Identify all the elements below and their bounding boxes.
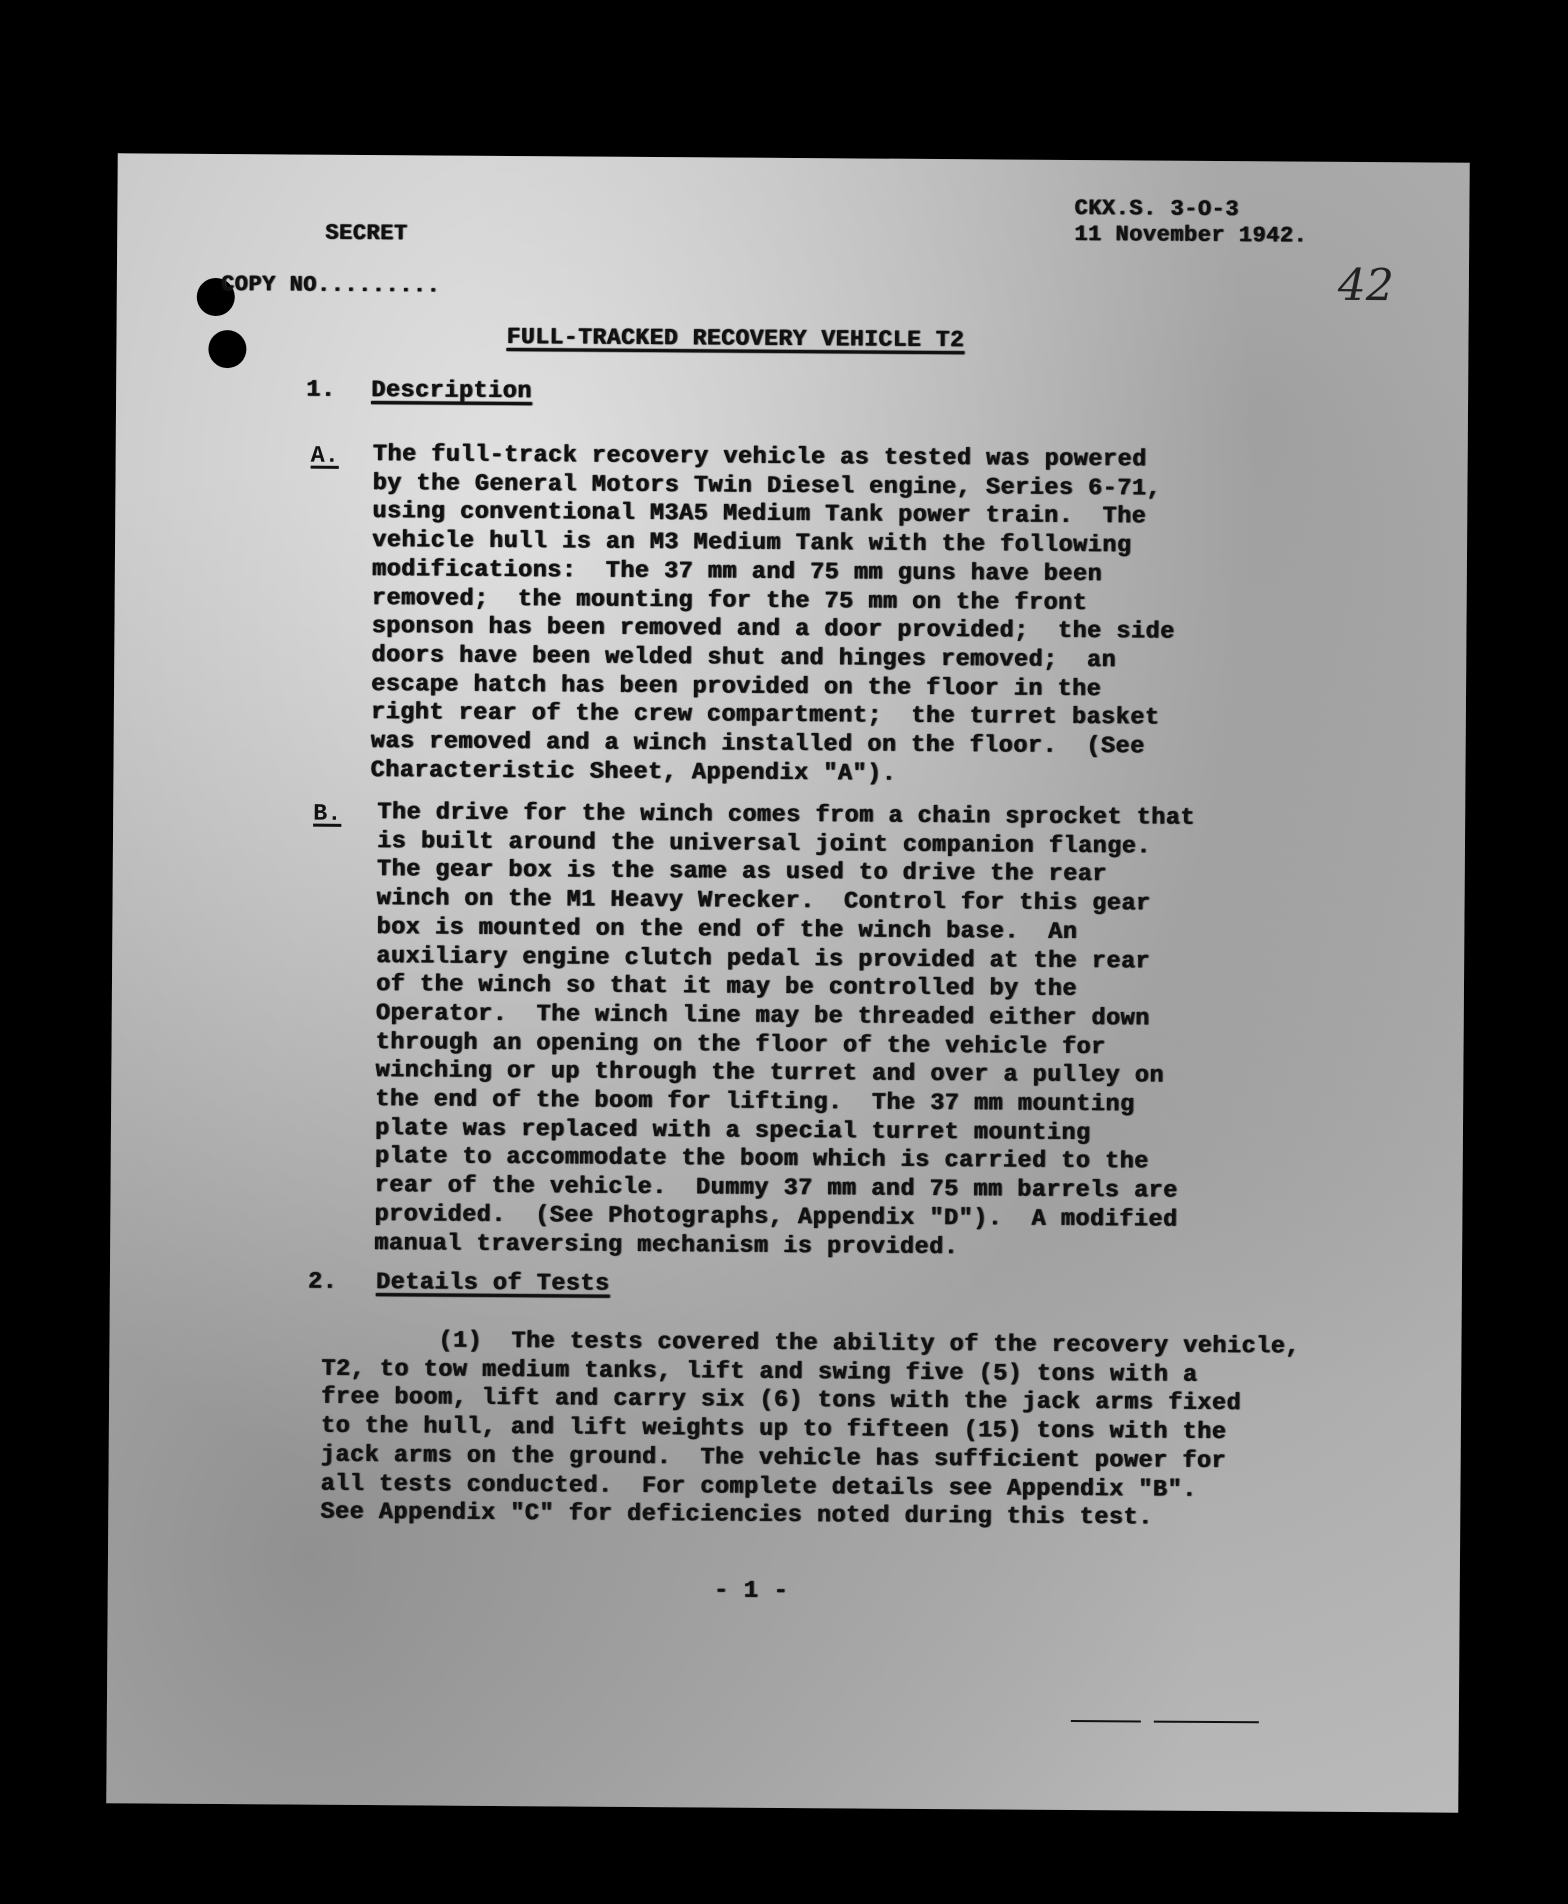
section-2-line: T2, to tow medium tanks, lift and swing five (5) tons with a	[321, 1355, 1198, 1389]
page-number: - 1 -	[713, 1577, 789, 1606]
section-2-line: See Appendix "C" for deficiencies noted during this test.	[320, 1498, 1153, 1532]
paragraph-b-line: winch on the M1 Heavy Wrecker. Control for this gear	[376, 885, 1151, 918]
paragraph-a-line: The full-track recovery vehicle as tested was powered	[372, 441, 1147, 474]
section-2-number: 2.	[307, 1268, 338, 1296]
signature-line-right	[1154, 1721, 1259, 1724]
paragraph-b-line: rear of the vehicle. Dummy 37 mm and 75 mm barrels are	[374, 1172, 1178, 1205]
section-2-body	[320, 1327, 1300, 1535]
paragraph-b-line: is built around the universal joint companion flange.	[376, 827, 1151, 861]
paragraph-a-line: was removed and a winch installed on the floor. (See	[370, 728, 1145, 761]
paragraph-b-line: through an opening on the floor of the vehicle for	[375, 1028, 1106, 1061]
paragraph-b-line: Operator. The winch line may be threaded either down	[375, 1000, 1150, 1033]
section-2-line: to the hull, and lift weights up to fifteen (15) tons with the	[320, 1412, 1227, 1447]
classification-label: SECRET	[325, 220, 408, 247]
paragraph-b-label: B.	[313, 800, 342, 828]
reference-number: CKX.S. 3-O-3	[1074, 195, 1239, 223]
section-2-line: jack arms on the ground. The vehicle has sufficient power for	[320, 1441, 1227, 1475]
paragraph-b-line: manual traversing mechanism is provided.	[374, 1229, 959, 1261]
paragraph-b-line: box is mounted on the end of the winch base. An	[376, 913, 1078, 946]
paragraph-b-line: the end of the boom for lifting. The 37 mm mounting	[375, 1086, 1135, 1119]
paragraph-b-line: provided. (See Photographs, Appendix "D"). A modified	[374, 1200, 1178, 1234]
section-1-heading: Description	[371, 377, 532, 406]
section-2-line: (1) The tests covered the ability of the recovery vehicle,	[321, 1326, 1300, 1361]
punch-hole-bottom	[208, 330, 246, 368]
section-2-line: all tests conducted. For complete details see Appendix "B".	[320, 1470, 1197, 1504]
handwritten-page-number: 42	[1337, 259, 1395, 312]
paragraph-a-line: by the General Motors Twin Diesel engine, Series 6-71,	[372, 469, 1162, 503]
paragraph-b-line: plate to accommodate the boom which is carried to the	[374, 1143, 1149, 1176]
section-2-line: free boom, lift and carry six (6) tons with the jack arms fixed	[320, 1384, 1242, 1418]
paragraph-a-line: vehicle hull is an M3 Medium Tank with the following	[371, 527, 1132, 560]
paragraph-a-line: doors have been welded shut and hinges removed; an	[371, 642, 1117, 675]
paragraph-a-line: modifications: The 37 mm and 75 mm guns have been	[371, 555, 1103, 588]
section-2-heading: Details of Tests	[375, 1269, 610, 1298]
paragraph-a-line: Characteristic Sheet, Appendix "A").	[370, 756, 897, 788]
paragraph-a-line: using conventional M3A5 Medium Tank power train. The	[372, 498, 1147, 531]
signature-line-left	[1071, 1720, 1141, 1722]
paragraph-b-line: of the winch so that it may be controlled by the	[375, 971, 1077, 1004]
document-title: FULL-TRACKED RECOVERY VEHICLE T2	[506, 324, 965, 354]
paragraph-a-label: A.	[310, 442, 339, 470]
paragraph-b-line: The drive for the winch comes from a chain sprocket that	[377, 799, 1195, 832]
copy-number: COPY NO.........	[220, 272, 441, 299]
paragraph-b-line: plate was replaced with a special turret mounting	[374, 1114, 1091, 1147]
paragraph-a-line: sponson has been removed and a door provided; the side	[371, 613, 1175, 646]
paragraph-a-line: right rear of the crew compartment; the turret basket	[370, 699, 1160, 732]
section-1-number: 1.	[306, 376, 336, 404]
paragraph-a	[370, 441, 1176, 791]
paragraph-a-line: escape hatch has been provided on the floor in the	[370, 670, 1102, 703]
paragraph-b	[374, 799, 1195, 1264]
document-date: 11 November 1942.	[1074, 221, 1308, 249]
paragraph-a-line: removed; the mounting for the 75 mm on the front	[371, 584, 1088, 617]
document-page	[106, 153, 1469, 1812]
paragraph-b-line: auxiliary engine clutch pedal is provided at the rear	[376, 942, 1151, 976]
paragraph-b-line: winching or up through the turret and over a pulley on	[375, 1057, 1164, 1090]
paragraph-b-line: The gear box is the same as used to drive the rear	[376, 856, 1107, 889]
